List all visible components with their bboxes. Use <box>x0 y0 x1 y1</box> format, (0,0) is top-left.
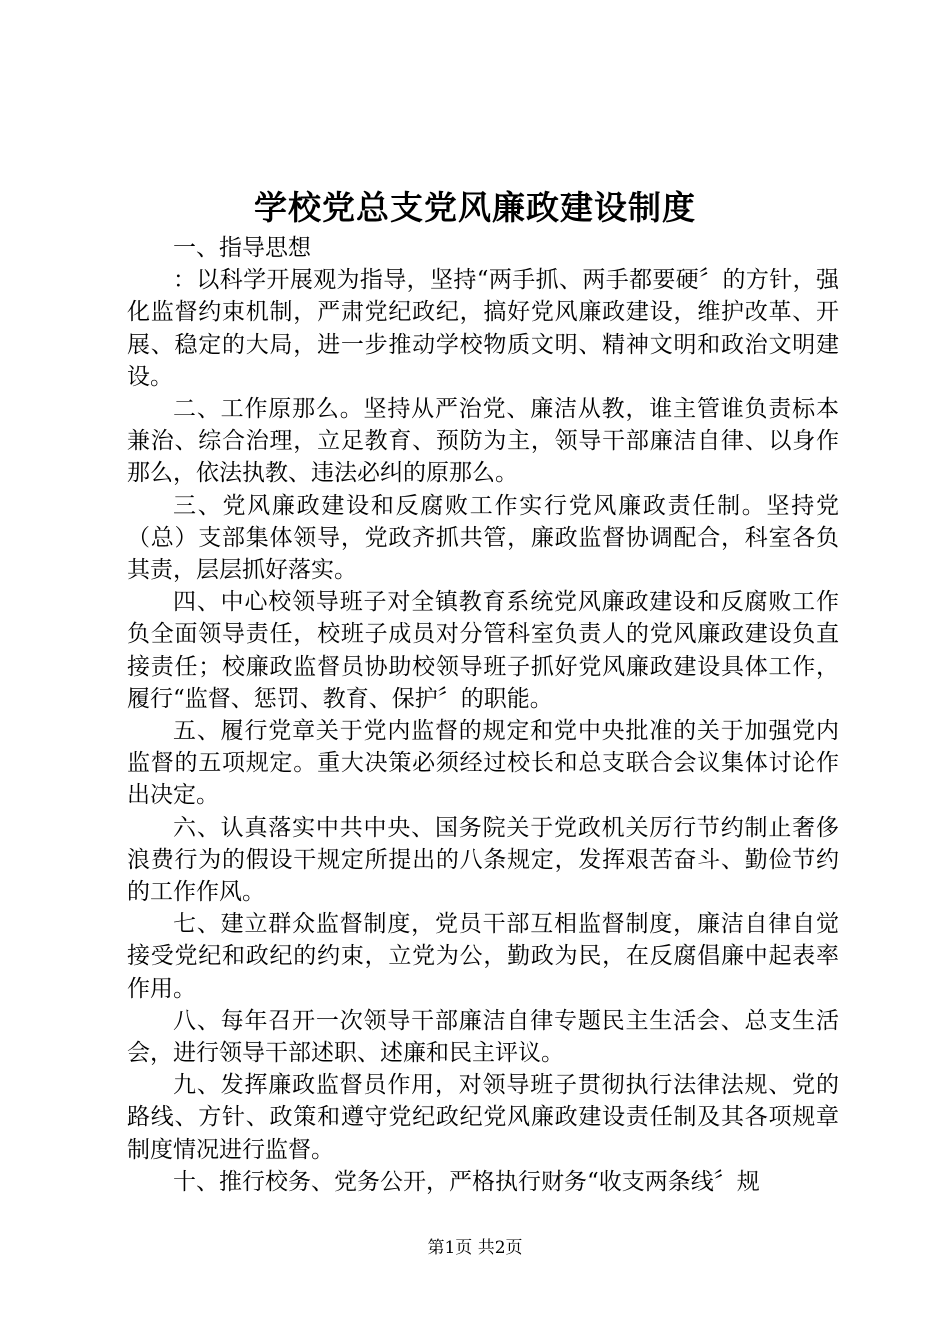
paragraph-work-principle: 二、工作原那么。坚持从严治党、廉洁从教，谁主管谁负责标本兼治、综合治理，立足教育、预防为主，领导干部廉洁自律、以身作那么，依法执教、违法必纠的原那么。 <box>127 396 839 487</box>
paragraph-guiding-ideology: 一、指导思想 <box>173 235 311 261</box>
page-number-footer: 第1页 共2页 <box>427 1238 523 1258</box>
paragraph-supervisor-role: 九、发挥廉政监督员作用，对领导班子贯彻执行法律法规、党的路线、方针、政策和遵守党纪政纪党风廉政建设责任制及其各项规章制度情况进行监督。 <box>127 1072 839 1163</box>
paragraph-affairs-disclosure: 十、推行校务、党务公开，严格执行财务“收支两条线〞规 <box>173 1168 760 1195</box>
paragraph-leadership-responsibility: 四、中心校领导班子对全镇教育系统党风廉政建设和反腐败工作负全面领导责任，校班子成员对分管科室负责人的党风廉政建设负直接责任；校廉政监督员协助校领导班子抓好党风廉政建设具体工作，履行“监督、惩罚、教育、保护〞的职能。 <box>127 589 839 712</box>
paragraph-responsibility-system: 三、党风廉政建设和反腐败工作实行党风廉政责任制。坚持党（总）支部集体领导，党政齐抓共管，廉政监督协调配合，科室各负其责，层层抓好落实。 <box>127 492 839 584</box>
document-title: 学校党总支党风廉政建设制度 <box>254 188 696 227</box>
document-body <box>127 232 839 1198</box>
paragraph-mass-supervision: 七、建立群众监督制度，党员干部互相监督制度，廉洁自律自觉接受党纪和政纪的约束，立党为公，勤政为民，在反腐倡廉中起表率作用。 <box>127 911 839 1002</box>
paragraph-party-supervision: 五、履行党章关于党内监督的规定和党中央批准的关于加强党内监督的五项规定。重大决策必须经过校长和总支联合会议集体讨论作出决定。 <box>127 718 839 809</box>
paragraph-guiding-ideology-text: ：以科学开展观为指导，坚持“两手抓、两手都要硬〞的方针，强化监督约束机制，严肃党纪政纪，搞好党风廉政建设，维护改革、开展、稳定的大局，进一步推动学校物质文明、精神文明和政治文明建设。 <box>127 267 839 390</box>
paragraph-frugality: 六、认真落实中共中央、国务院关于党政机关厉行节约制止奢侈浪费行为的假设干规定所提出的八条规定，发挥艰苦奋斗、勤俭节约的工作作风。 <box>127 814 839 906</box>
paragraph-democratic-life: 八、每年召开一次领导干部廉洁自律专题民主生活会、总支生活会，进行领导干部述职、述廉和民主评议。 <box>127 1007 839 1067</box>
